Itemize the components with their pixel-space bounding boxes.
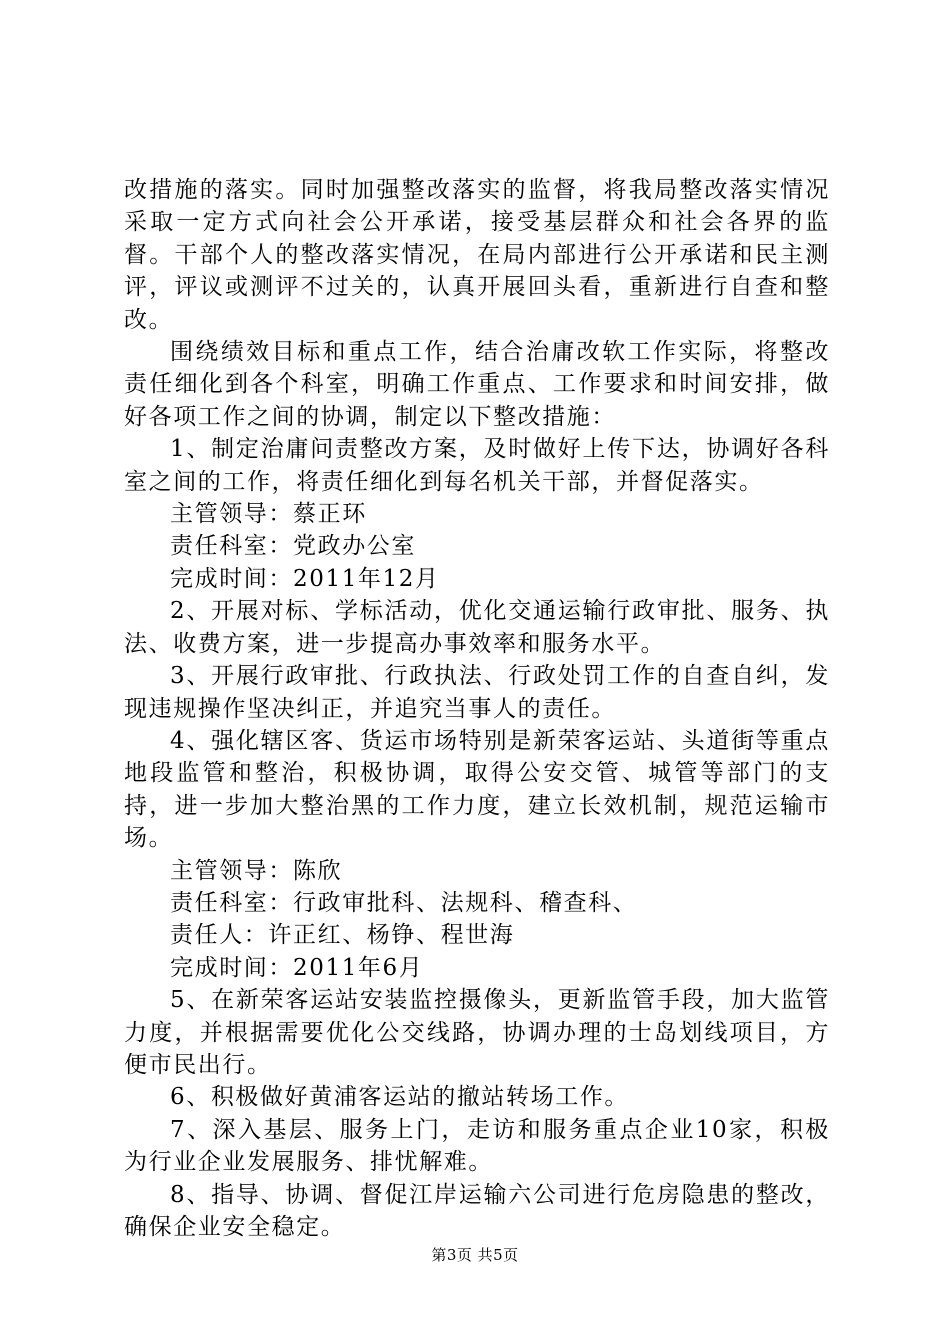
page-number-label: 第3页 共5页 — [431, 1246, 519, 1264]
paragraph-5: 责任科室：党政办公室 — [170, 533, 416, 560]
paragraph-13: 完成时间：2011年6月 — [170, 954, 424, 981]
paragraph-17: 8、指导、协调、督促江岸运输六公司进行危房隐患的整改，确保企业安全稳定。 — [124, 1181, 830, 1240]
document-body — [124, 174, 830, 1243]
paragraph-16: 7、深入基层、服务上门，走访和服务重点企业10家，积极为行业企业发展服务、排忧解难。 — [124, 1116, 830, 1176]
paragraph-7: 2、开展对标、学标活动，优化交通运输行政审批、服务、执法、收费方案，进一步提高办事效率和服务水平。 — [124, 598, 830, 657]
paragraph-1: 改措施的落实。同时加强整改落实的监督，将我局整改落实情况采取一定方式向社会公开承诺，接受基层群众和社会各界的监督。干部个人的整改落实情况，在局内部进行公开承诺和民主测评，评议或测评不过关的，认真开展回头看，重新进行自查和整改。 — [124, 177, 830, 333]
paragraph-11: 责任科室：行政审批科、法规科、稽查科、 — [170, 889, 638, 916]
paragraph-14: 5、在新荣客运站安装监控摄像头，更新监管手段，加大监管力度，并根据需要优化公交线路，协调办理的士岛划线项目，方便市民出行。 — [124, 987, 830, 1078]
paragraph-9: 4、强化辖区客、货运市场特别是新荣客运站、头道街等重点地段监管和整治，积极协调，取得公安交管、城管等部门的支持，进一步加大整治黑的工作力度，建立长效机制，规范运输市场。 — [124, 727, 830, 852]
paragraph-4: 主管领导：蔡正环 — [170, 501, 367, 528]
paragraph-10: 主管领导：陈欣 — [170, 857, 343, 884]
paragraph-2: 围绕绩效目标和重点工作，结合治庸改软工作实际，将整改责任细化到各个科室，明确工作重点、工作要求和时间安排，做好各项工作之间的协调，制定以下整改措施： — [124, 339, 830, 430]
paragraph-12: 责任人：许正红、杨铮、程世海 — [170, 922, 515, 949]
paragraph-8: 3、开展行政审批、行政执法、行政处罚工作的自查自纠，发现违规操作坚决纠正，并追究当事人的责任。 — [124, 663, 830, 722]
page-footer — [0, 1244, 950, 1265]
paragraph-15: 6、积极做好黄浦客运站的撤站转场工作。 — [170, 1084, 630, 1111]
paragraph-6: 完成时间：2011年12月 — [170, 565, 440, 592]
paragraph-3: 1、制定治庸问责整改方案，及时做好上传下达，协调好各科室之间的工作，将责任细化到每名机关干部，并督促落实。 — [124, 436, 830, 495]
